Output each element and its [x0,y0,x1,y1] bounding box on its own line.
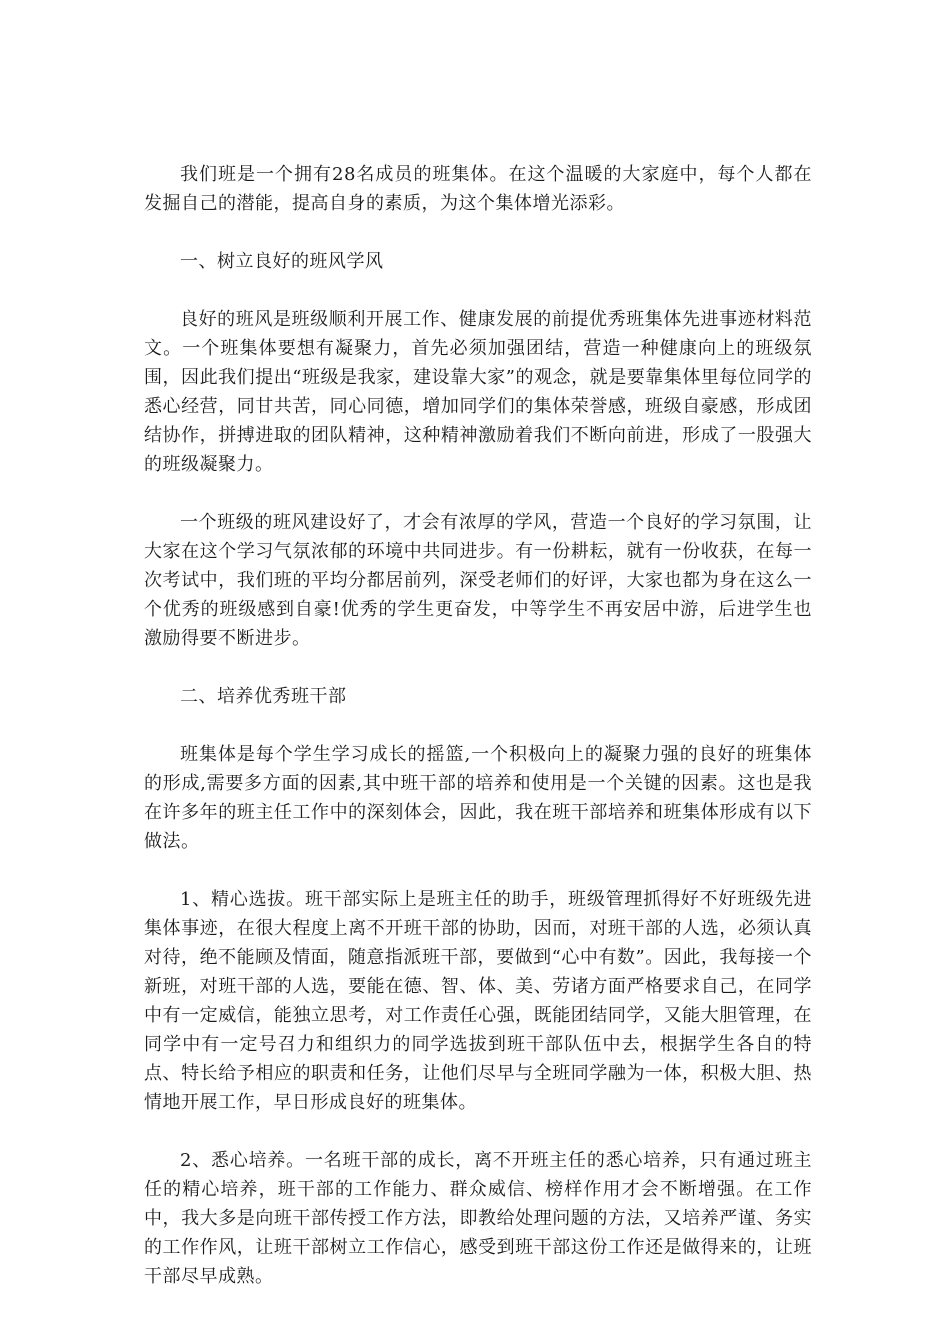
body-paragraph: 1、精心选拔。班干部实际上是班主任的助手，班级管理抓得好不好班级先进集体事迹，在很大程度上离不开班干部的协助，因而，对班干部的人选，必须认真对待，绝不能顾及情面，随意指派班干部，要做到“心中有数”。因此，我每接一个新班，对班干部的人选，要能在德、智、体、美、劳诸方面严格要求自己，在同学中有一定威信，能独立思考，对工作责任心强，既能团结同学，又能大胆管理，在同学中有一定号召力和组织力的同学选拔到班干部队伍中去，根据学生各自的特点、特长给予相应的职责和任务，让他们尽早与全班同学融为一体，积极大胆、热情地开展工作，早日形成良好的班集体。 [144,889,812,1113]
body-paragraph: 班集体是每个学生学习成长的摇篮,一个积极向上的凝聚力强的良好的班集体的形成,需要多方面的因素,其中班干部的培养和使用是一个关键的因素。这也是我在许多年的班主任工作中的深刻体会，因此，我在班干部培养和班集体形成有以下做法。 [144,744,812,852]
section-heading-2: 二、培养优秀班干部 [180,686,347,707]
section-heading-1: 一、树立良好的班风学风 [180,251,384,272]
document-page [144,160,812,1320]
body-paragraph: 良好的班风是班级顺利开展工作、健康发展的前提优秀班集体先进事迹材料范文。一个班集体要想有凝聚力，首先必须加强团结，营造一种健康向上的班级氛围，因此我们提出“班级是我家，建设靠大家”的观念，就是要靠集体里每位同学的悉心经营，同甘共苦，同心同德，增加同学们的集体荣誉感，班级自豪感，形成团结协作，拼搏进取的团队精神，这种精神激励着我们不断向前进，形成了一股强大的班级凝聚力。 [144,309,812,475]
body-paragraph: 一个班级的班风建设好了，才会有浓厚的学风，营造一个良好的学习氛围，让大家在这个学习气氛浓郁的环境中共同进步。有一份耕耘，就有一份收获，在每一次考试中，我们班的平均分都居前列，深受老师们的好评，大家也都为身在这么一个优秀的班级感到自豪!优秀的学生更奋发，中等学生不再安居中游，后进学生也激励得要不断进步。 [144,512,812,649]
intro-paragraph: 我们班是一个拥有28名成员的班集体。在这个温暖的大家庭中，每个人都在发掘自己的潜能，提高自身的素质，为这个集体增光添彩。 [144,164,812,214]
body-paragraph: 2、悉心培养。一名班干部的成长，离不开班主任的悉心培养，只有通过班主任的精心培养，班干部的工作能力、群众威信、榜样作用才会不断增强。在工作中，我大多是向班干部传授工作方法，即教给处理问题的方法，又培养严谨、务实的工作作风，让班干部树立工作信心，感受到班干部这份工作还是做得来的，让班干部尽早成熟。 [144,1150,812,1287]
